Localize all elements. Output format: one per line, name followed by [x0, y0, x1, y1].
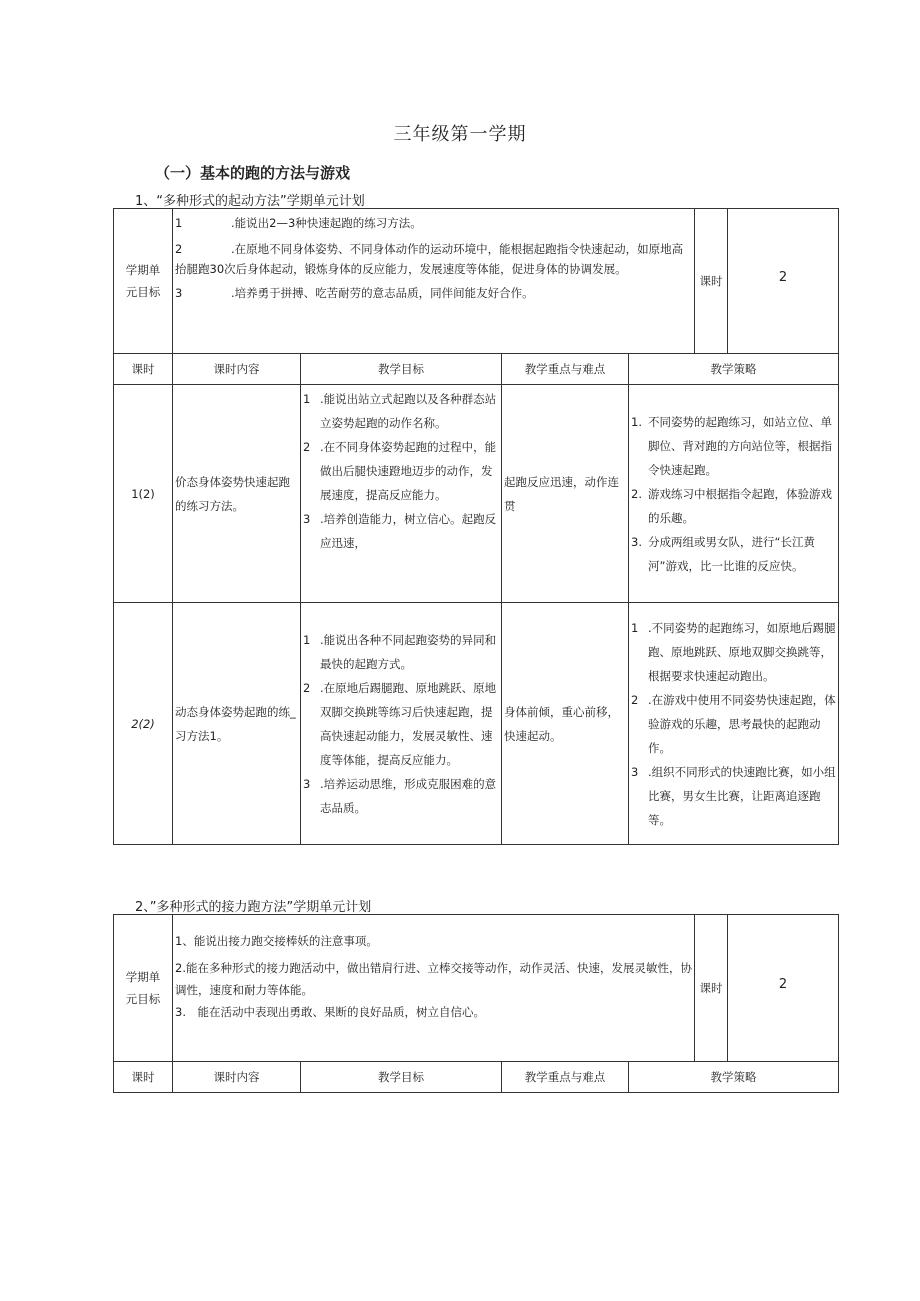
plan1-table	[113, 208, 839, 845]
strategy-cell	[629, 385, 839, 603]
plan2-header-row	[114, 1062, 839, 1093]
plan2-goal-row	[114, 915, 839, 1062]
section-title: （一）基本的跑的方法与游戏	[155, 164, 351, 182]
goal-item: 2.能在多种形式的接力跑活动中，做出错肩行进、立棒交接等动作，动作灵活、快速，发展灵敏性，协调性，速度和耐力等体能。	[175, 961, 692, 997]
content-cell: 价态身体姿势快速起跑的练习方法。	[173, 385, 301, 603]
focus-cell: 起跑反应迅速，动作连贯	[502, 385, 629, 603]
strategy-cell	[629, 603, 839, 845]
hours-label: 课时	[695, 209, 728, 354]
header-focus: 教学重点与难点	[502, 354, 629, 385]
goal-item: 1、能说出接力跑交接棒妖的注意事项。	[175, 934, 378, 948]
hours-value: 2	[728, 209, 839, 354]
page-title: 三年级第一学期	[393, 124, 527, 145]
plan2-heading: 2、”多种形式的接力跑方法”学期单元计划	[135, 900, 372, 915]
plan1-heading: 1、“多种形式的起动方法”学期单元计划	[135, 194, 365, 209]
header-content: 课时内容	[173, 1062, 301, 1093]
focus-cell: 身体前倾，重心前移，快速起动。	[502, 603, 629, 845]
goal-label: 学期单元目标	[125, 263, 161, 299]
goal-item: 1 .能说出2—3种快速起跑的练习方法。	[175, 216, 422, 230]
list-item: 1 .能说出各种不同起跑姿势的异同和最快的起跑方式。	[303, 632, 497, 671]
list-item: 1 .不同姿势的起跑练习，如原地后踢腿跑、原地跳跃、原地双脚交换跳等，根据要求快速起动跑出。	[631, 620, 836, 683]
list-item: 1. 不同姿势的起跑练习，如站立位、单脚位、背对跑的方向站位等，根据指令快速起跑。	[631, 414, 832, 477]
goal-label-cell	[114, 209, 173, 354]
hours-label: 课时	[695, 915, 728, 1062]
goal-label: 学期单元目标	[125, 970, 161, 1006]
plan2-goals	[173, 915, 695, 1062]
plan2-table	[113, 914, 839, 1093]
table-row	[114, 385, 839, 603]
header-content: 课时内容	[173, 354, 301, 385]
list-item: 3. 分成两组或男女队，进行“长江黄河”游戏，比一比谁的反应快。	[631, 534, 815, 573]
plan1-goals	[173, 209, 695, 354]
hours-value: 2	[728, 915, 839, 1062]
objectives-cell	[301, 603, 502, 845]
list-item: 1 .能说出站立式起跑以及各种群态站立姿势起跑的动作名称。	[303, 392, 497, 430]
period-cell: 1(2)	[114, 385, 173, 603]
content-cell: 动态身体姿势起跑的练_习方法1。	[173, 603, 301, 845]
goal-label-cell	[114, 915, 173, 1062]
objectives-cell	[301, 385, 502, 603]
list-item: 3 .培养运动思维，形成克服困难的意志品质。	[303, 776, 497, 815]
list-item: 3 .培养创造能力，树立信心。起跑反应迅速，	[303, 512, 497, 550]
goal-item: 3. 能在活动中表现出勇敢、果断的良好品质，树立自信心。	[175, 1005, 485, 1019]
header-period: 课时	[114, 354, 173, 385]
goal-item: 2 .在原地不同身体姿势、不同身体动作的运动环境中，能根据起跑指令快速起动，如原地高抬腿跑30次后身体起动，锻炼身体的反应能力，发展速度等体能，促进身体的协调发展。	[175, 242, 684, 276]
table-row	[114, 603, 839, 845]
period-cell: 2(2)	[114, 603, 173, 845]
list-item: 2 .在游戏中使用不同姿势快速起跑，体验游戏的乐趣，思考最快的起跑动作。	[631, 692, 836, 755]
list-item: 2 .在不同身体姿势起跑的过程中，能做出后腿快速蹬地迈步的动作，发展速度，提高反应能力。	[303, 440, 497, 502]
list-item: 3 .组织不同形式的快速跑比赛，如小组比赛，男女生比赛，让距离追逐跑等。	[631, 764, 836, 827]
plan1-header-row	[114, 354, 839, 385]
list-item: 2 .在原地后踢腿跑、原地跳跃、原地双脚交换跳等练习后快速起跑，提高快速起动能力，发展灵敏性、速度等体能，提高反应能力。	[303, 680, 497, 767]
plan1-goal-row	[114, 209, 839, 354]
header-focus: 教学重点与难点	[502, 1062, 629, 1093]
header-objectives: 教学目标	[301, 354, 502, 385]
goal-item: 3 .培养勇于拼搏、吃苦耐劳的意志品质，同伴间能友好合作。	[175, 286, 534, 300]
header-period: 课时	[114, 1062, 173, 1093]
list-item: 2. 游戏练习中根据指令起跑，体验游戏的乐趣。	[631, 486, 832, 525]
header-strategy: 教学策略	[629, 354, 839, 385]
header-objectives: 教学目标	[301, 1062, 502, 1093]
header-strategy: 教学策略	[629, 1062, 839, 1093]
